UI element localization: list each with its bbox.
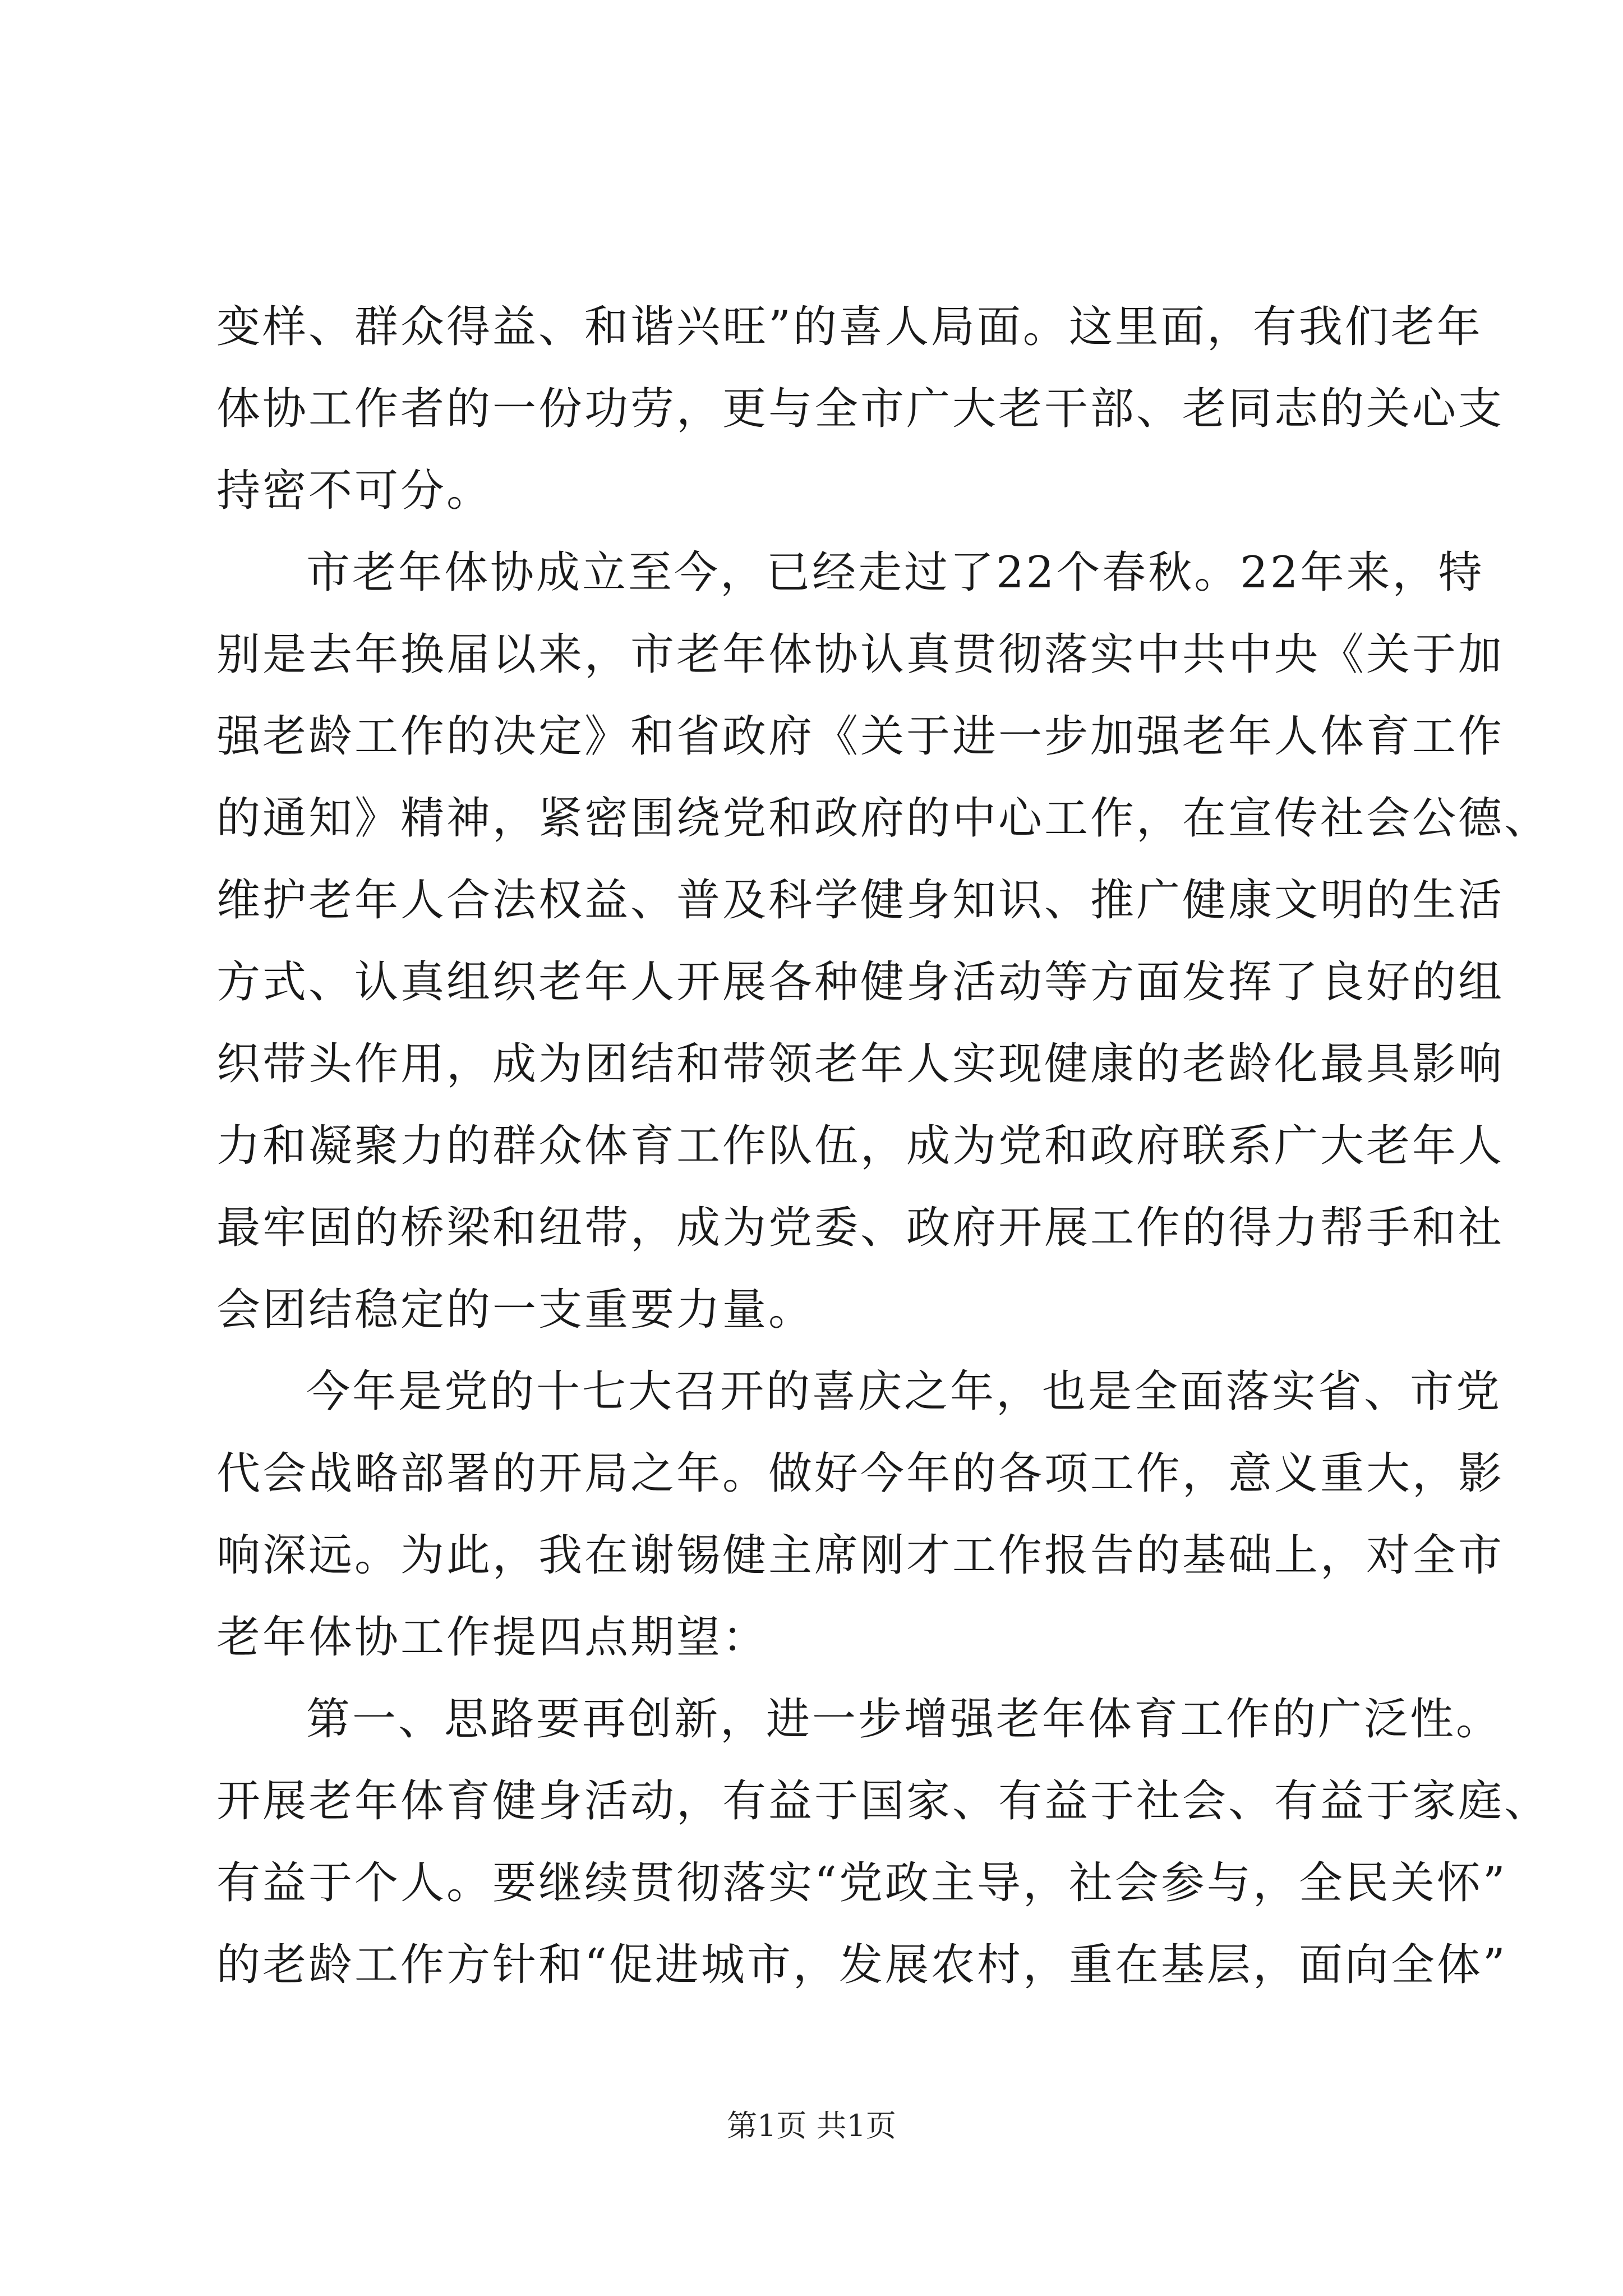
text-line: 最牢固的桥梁和纽带，成为党委、政府开展工作的得力帮手和社 bbox=[216, 1203, 1505, 1253]
text-line: 老年体协工作提四点期望： bbox=[216, 1612, 769, 1663]
paragraph bbox=[216, 1678, 1551, 2006]
text-line: 开展老年体育健身活动，有益于国家、有益于社会、有益于家庭、 bbox=[216, 1776, 1551, 1826]
text-line: 持密不可分。 bbox=[216, 466, 493, 516]
text-line: 有益于个人。要继续贯彻落实“党政主导，社会参与，全民关怀” bbox=[216, 1858, 1507, 1908]
text-line: 市老年体协成立至今，已经走过了22个春秋。22年来，特 bbox=[306, 547, 1484, 598]
text-line: 代会战略部署的开局之年。做好今年的各项工作，意义重大，影 bbox=[216, 1448, 1505, 1499]
text-line: 今年是党的十七大召开的喜庆之年，也是全面落实省、市党 bbox=[306, 1366, 1502, 1417]
document-body bbox=[216, 286, 1551, 2006]
paragraph bbox=[216, 1351, 1505, 1678]
text-line: 维护老年人合法权益、普及科学健身知识、推广健康文明的生活 bbox=[216, 875, 1505, 926]
text-line: 别是去年换届以来，市老年体协认真贯彻落实中共中央《关于加 bbox=[216, 629, 1505, 680]
text-line: 会团结稳定的一支重要力量。 bbox=[216, 1285, 815, 1335]
text-line: 方式、认真组织老年人开展各种健身活动等方面发挥了良好的组 bbox=[216, 957, 1505, 1007]
paragraph bbox=[216, 532, 1551, 1351]
text-line: 织带头作用，成为团结和带领老年人实现健康的老龄化最具影响 bbox=[216, 1039, 1505, 1089]
text-line: 变样、群众得益、和谐兴旺”的喜人局面。这里面，有我们老年 bbox=[216, 302, 1483, 352]
text-line: 力和凝聚力的群众体育工作队伍，成为党和政府联系广大老年人 bbox=[216, 1121, 1505, 1171]
text-line: 第一、思路要再创新，进一步增强老年体育工作的广泛性。 bbox=[306, 1694, 1502, 1745]
text-line: 响深远。为此，我在谢锡健主席刚才工作报告的基础上，对全市 bbox=[216, 1530, 1505, 1581]
page-footer: 第1页 共1页 bbox=[727, 2108, 896, 2143]
text-line: 强老龄工作的决定》和省政府《关于进一步加强老年人体育工作 bbox=[216, 711, 1505, 762]
text-line: 的通知》精神，紧密围绕党和政府的中心工作，在宣传社会公德、 bbox=[216, 793, 1551, 844]
text-line: 的老龄工作方针和“促进城市，发展农村，重在基层，面向全体” bbox=[216, 1940, 1507, 1990]
text-line: 体协工作者的一份功劳，更与全市广大老干部、老同志的关心支 bbox=[216, 384, 1505, 434]
paragraph bbox=[216, 286, 1505, 532]
